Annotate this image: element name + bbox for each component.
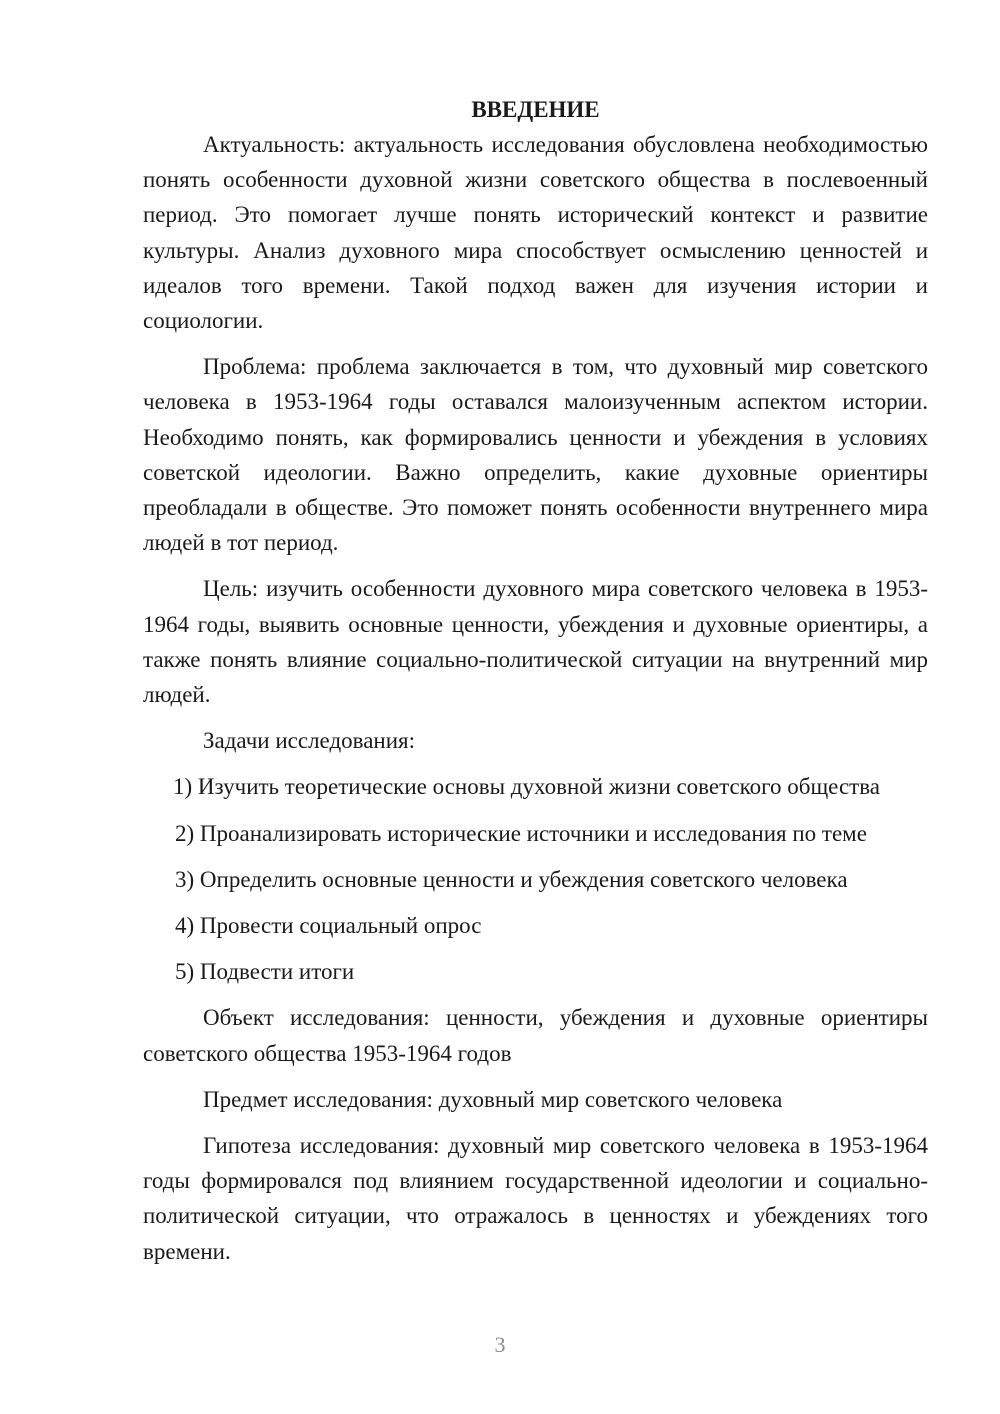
object-paragraph: Объект исследования: ценности, убеждения и духовные ориентиры советского общества 1953-1964 годов (143, 1005, 928, 1066)
hypothesis-paragraph: Гипотеза исследования: духовный мир советского человека в 1953-1964 годы формировался под влиянием государственной идеологии и социально-политической ситуации, что отражалось в ценностях и убеждениях того времени. (143, 1133, 928, 1264)
task-item-5: 5) Подвести итоги (175, 959, 355, 985)
task-item-3: 3) Определить основные ценности и убеждения советского человека (175, 866, 848, 892)
task-item-4: 4) Провести социальный опрос (175, 913, 482, 939)
tasks-title: Задачи исследования: (203, 728, 416, 754)
task-item-1: 1) Изучить теоретические основы духовной жизни советского общества (173, 774, 880, 800)
relevance-paragraph: Актуальность: актуальность исследования обусловлена необходимостью понять особенности духовной жизни советского общества в послевоенный период. Это помогает лучше понять исторический контекст и развитие культуры. Анализ духовного мира способствует осмыслению ценностей и идеалов того времени. Такой подход важен для изучения истории и социологии. (143, 132, 928, 334)
section-heading: ВВЕДЕНИЕ (471, 97, 600, 122)
task-item-2: 2) Проанализировать исторические источники и исследования по теме (175, 820, 867, 846)
document-page (143, 92, 928, 1269)
problem-paragraph: Проблема: проблема заключается в том, что духовный мир советского человека в 1953-1964 годы оставался малоизученным аспектом истории. Необходимо понять, как формировались ценности и убеждения в условиях советской идеологии. Важно определить, какие духовные ориентиры преобладали в обществе. Это поможет понять особенности внутреннего мира людей в тот период. (143, 354, 928, 556)
subject-paragraph: Предмет исследования: духовный мир советского человека (203, 1086, 783, 1112)
page-number: 3 (494, 1332, 506, 1357)
goal-paragraph: Цель: изучить особенности духовного мира советского человека в 1953-1964 годы, выявить основные ценности, убеждения и духовные ориентиры, а также понять влияние социально-политической ситуации на внутренний мир людей. (143, 576, 928, 708)
